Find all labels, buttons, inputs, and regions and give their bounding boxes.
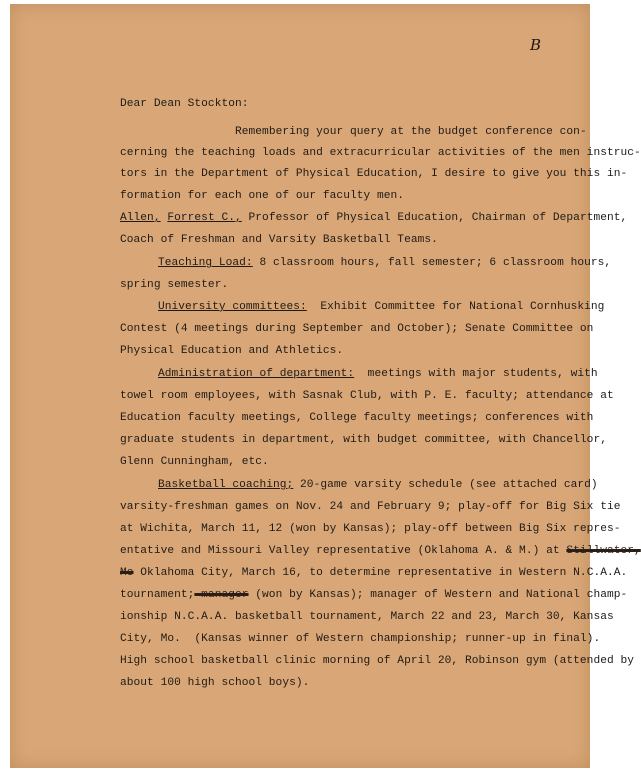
administration-line: Education faculty meetings, College faculty meetings; conferences with — [120, 412, 594, 424]
struck-text: manager — [194, 589, 249, 601]
faculty-last-name: Allen, — [120, 212, 161, 224]
coaching-label: Basketball coaching; — [158, 479, 294, 491]
typed-letter-page — [10, 4, 641, 768]
intro-line: cerning the teaching loads and extracurricular activities of the men instruc- — [120, 147, 641, 159]
intro-line: formation for each one of our faculty men. — [120, 190, 405, 202]
committees-label: University committees: — [158, 301, 307, 313]
coaching-line: about 100 high school boys). — [120, 677, 310, 689]
administration-label: Administration of department: — [158, 368, 355, 380]
struck-text: Stillwater, — [566, 545, 641, 557]
coaching-line: City, Mo. (Kansas winner of Western championship; runner-up in final). — [120, 633, 601, 645]
teaching-load-line: spring semester. — [120, 279, 229, 291]
faculty-name-line — [120, 212, 627, 224]
salutation: Dear Dean Stockton: — [120, 98, 249, 110]
coaching-line: at Wichita, March 11, 12 (won by Kansas); play-off between Big Six repres- — [120, 523, 621, 535]
administration-line: Administration of department: meetings with major students, with — [158, 368, 598, 380]
teaching-load-line: Teaching Load: 8 classroom hours, fall semester; 6 classroom hours, — [158, 257, 612, 269]
struck-text: Mo — [120, 567, 134, 579]
committees-line: University committees: Exhibit Committee for National Cornhusking — [158, 301, 605, 313]
coaching-line: entative and Missouri Valley representative (Oklahoma A. & M.) at Stillwater, — [120, 545, 641, 557]
faculty-title: Professor of Physical Education, Chairman of Department, — [241, 212, 628, 224]
coaching-line: High school basketball clinic morning of April 20, Robinson gym (attended by — [120, 655, 635, 667]
coaching-line: varsity-freshman games on Nov. 24 and February 9; play-off for Big Six tie — [120, 501, 621, 513]
faculty-first-name: Forrest C., — [167, 212, 242, 224]
administration-line: graduate students in department, with budget committee, with Chancellor, — [120, 434, 607, 446]
administration-line: Glenn Cunningham, etc. — [120, 456, 269, 468]
administration-line: towel room employees, with Sasnak Club, with P. E. faculty; attendance at — [120, 390, 614, 402]
faculty-title-line: Coach of Freshman and Varsity Basketball Teams. — [120, 234, 438, 246]
page-mark: B — [530, 36, 542, 54]
intro-line: tors in the Department of Physical Education, I desire to give you this in- — [120, 168, 628, 180]
committees-line: Physical Education and Athletics. — [120, 345, 344, 357]
coaching-line: ionship N.C.A.A. basketball tournament, March 22 and 23, March 30, Kansas — [120, 611, 614, 623]
committees-line: Contest (4 meetings during September and October); Senate Committee on — [120, 323, 594, 335]
coaching-line: Mo Oklahoma City, March 16, to determine representative in Western N.C.A.A. — [120, 567, 628, 579]
coaching-line: Basketball coaching; 20-game varsity schedule (see attached card) — [158, 479, 598, 491]
intro-line: Remembering your query at the budget conference con- — [235, 126, 587, 138]
coaching-line: tournament; manager (won by Kansas); manager of Western and National champ- — [120, 589, 628, 601]
teaching-load-label: Teaching Load: — [158, 257, 253, 269]
